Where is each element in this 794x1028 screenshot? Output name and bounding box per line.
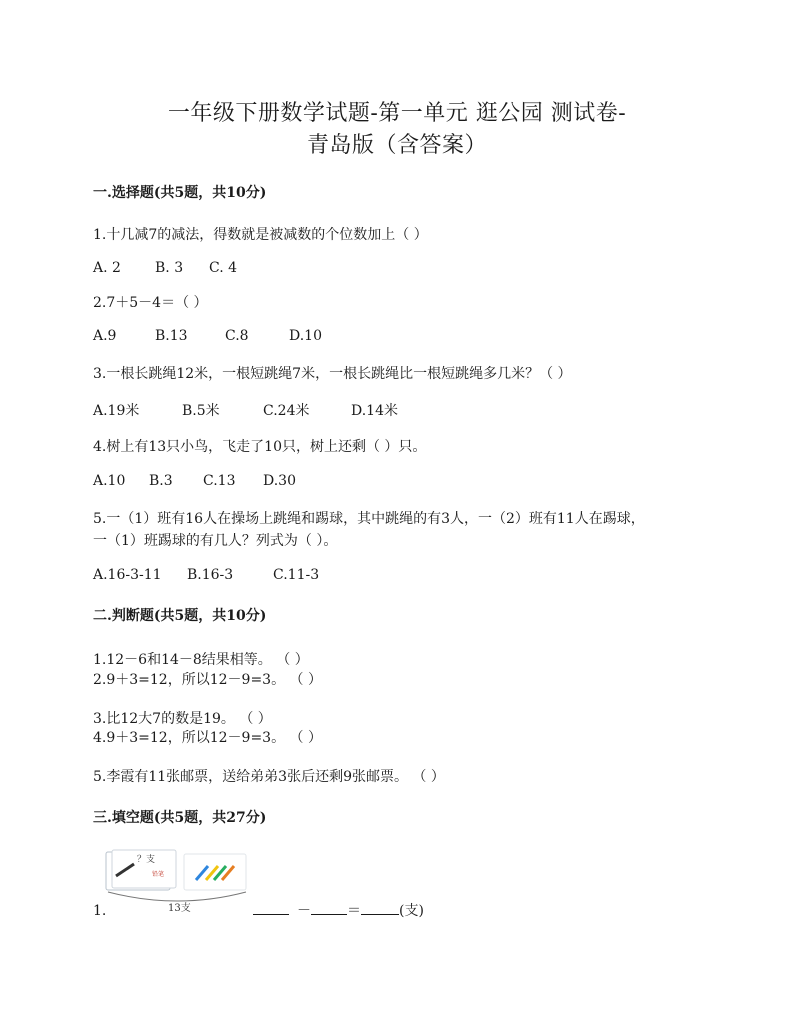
option[interactable]: C.13 bbox=[203, 473, 236, 489]
answer-blank-1[interactable] bbox=[253, 902, 289, 915]
question-1-options bbox=[93, 260, 237, 276]
page-title-line1: 一年级下册数学试题-第一单元 逛公园 测试卷- bbox=[167, 101, 627, 126]
option[interactable]: B.5米 bbox=[182, 403, 220, 419]
option[interactable]: C.24米 bbox=[263, 403, 310, 419]
option[interactable]: D.14米 bbox=[351, 403, 398, 419]
minus-sign: － bbox=[297, 903, 311, 919]
section1-heading: 一.选择题(共5题，共10分) bbox=[93, 185, 267, 201]
fill-question-1 bbox=[93, 900, 424, 920]
answer-blank-2[interactable] bbox=[311, 902, 347, 915]
judge-question-5: 5.李霞有11张邮票，送给弟弟3张后还剩9张邮票。 （ ） bbox=[93, 769, 445, 785]
figure-total-label: 13支 bbox=[168, 903, 191, 914]
option[interactable]: B.3 bbox=[149, 473, 173, 489]
section2-heading: 二.判断题(共5题，共10分) bbox=[93, 608, 267, 624]
question-5-options bbox=[93, 567, 319, 583]
figure-question-label: ？支 bbox=[137, 855, 156, 865]
option[interactable]: D.10 bbox=[289, 328, 322, 344]
question-3-options bbox=[93, 400, 398, 420]
option[interactable]: A.19米 bbox=[93, 403, 140, 419]
equals-sign: ＝ bbox=[347, 903, 361, 919]
question-4: 4.树上有13只小鸟，飞走了10只，树上还剩（ ）只。 bbox=[93, 439, 427, 455]
pencil-box-right bbox=[184, 854, 246, 890]
option[interactable]: C.8 bbox=[225, 328, 249, 344]
question-1: 1.十几减7的减法，得数就是被减数的个位数加上（ ） bbox=[93, 227, 428, 243]
unit-label: (支) bbox=[399, 903, 424, 919]
option[interactable]: A.10 bbox=[93, 473, 126, 489]
question-4-options bbox=[93, 473, 296, 489]
option[interactable]: B.13 bbox=[155, 328, 188, 344]
figure-stamp: 铅笔 bbox=[152, 871, 165, 878]
judge-question-2: 2.9＋3=12，所以12－9=3。 （ ） bbox=[93, 672, 322, 688]
answer-blank-3[interactable] bbox=[361, 902, 399, 915]
section3-heading: 三.填空题(共5题，共27分) bbox=[93, 810, 267, 826]
judge-question-3: 3.比12大7的数是19。 （ ） bbox=[93, 711, 272, 727]
option[interactable]: B. 3 bbox=[155, 260, 184, 276]
option[interactable]: A.16-3-11 bbox=[93, 567, 162, 583]
option[interactable]: B.16-3 bbox=[187, 567, 234, 583]
question-number: 1. bbox=[93, 903, 107, 919]
question-3: 3.一根长跳绳12米，一根短跳绳7米，一根长跳绳比一根短跳绳多几米？（ ） bbox=[93, 366, 572, 382]
question-5-line2: 一（1）班踢球的有几人？列式为（ ）。 bbox=[93, 533, 338, 549]
option[interactable]: C. 4 bbox=[209, 260, 238, 276]
option[interactable]: A.9 bbox=[93, 328, 117, 344]
option[interactable]: A. 2 bbox=[93, 260, 121, 276]
question-2-options bbox=[93, 328, 322, 344]
judge-question-4: 4.9＋3=12，所以12－9=3。 （ ） bbox=[93, 730, 322, 746]
page-title-line2: 青岛版（含答案） bbox=[306, 133, 487, 158]
judge-question-1: 1.12－6和14－8结果相等。 （ ） bbox=[93, 652, 309, 668]
question-2: 2.7＋5－4＝（ ） bbox=[93, 295, 208, 311]
question-5: 5.一（1）班有16人在操场上跳绳和踢球，其中跳绳的有3人，一（2）班有11人在踢球， bbox=[93, 511, 645, 527]
option[interactable]: D.30 bbox=[263, 473, 296, 489]
option[interactable]: C.11-3 bbox=[273, 567, 320, 583]
